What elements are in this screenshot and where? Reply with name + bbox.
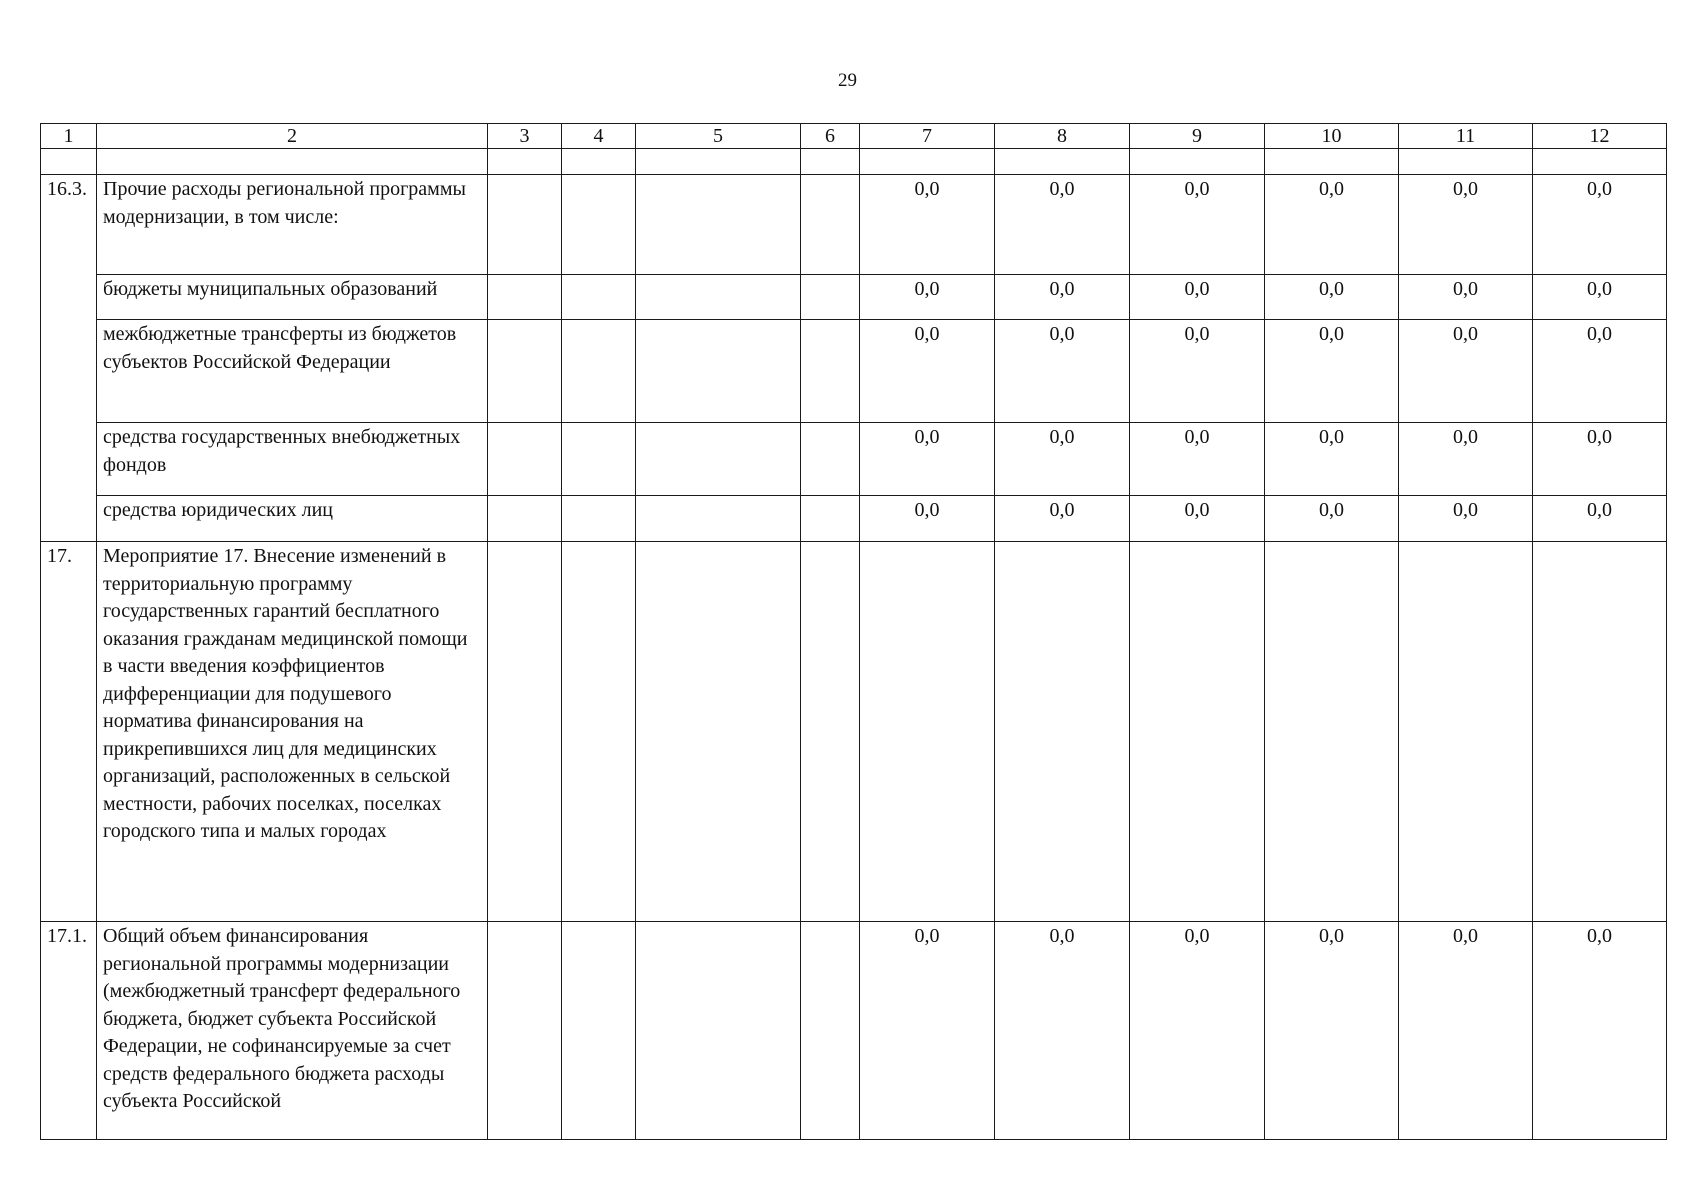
value-cell: 0,0 bbox=[860, 922, 995, 1140]
value-cell: 0,0 bbox=[995, 275, 1130, 320]
value-cell: 0,0 bbox=[995, 423, 1130, 496]
value-cell: 0,0 bbox=[860, 423, 995, 496]
col-header: 10 bbox=[1265, 124, 1399, 149]
col-header: 11 bbox=[1399, 124, 1533, 149]
table-row bbox=[41, 275, 1667, 320]
value-cell: 0,0 bbox=[1533, 320, 1667, 423]
value-cell bbox=[1533, 542, 1667, 922]
table-row bbox=[41, 320, 1667, 423]
page-number: 29 bbox=[838, 70, 857, 91]
col-header: 9 bbox=[1130, 124, 1265, 149]
row-description: бюджеты муниципальных образований bbox=[97, 275, 488, 320]
value-cell: 0,0 bbox=[995, 320, 1130, 423]
row-number: 16.3. bbox=[41, 175, 97, 542]
row-description: средства государственных внебюджетных фондов bbox=[97, 423, 488, 496]
value-cell: 0,0 bbox=[1399, 275, 1533, 320]
value-cell: 0,0 bbox=[995, 175, 1130, 275]
value-cell: 0,0 bbox=[1130, 175, 1265, 275]
col-header: 12 bbox=[1533, 124, 1667, 149]
table-row bbox=[41, 496, 1667, 542]
row-description: Общий объем финансирования региональной программы модернизации (межбюджетный трансферт федерального бюджета, бюджет субъекта Российской Федерации, не софинансируемые за счет средств федерального бюджета расходы субъекта Российской bbox=[97, 922, 488, 1140]
table-row bbox=[41, 922, 1667, 1140]
row-number: 17.1. bbox=[41, 922, 97, 1140]
value-cell: 0,0 bbox=[1399, 320, 1533, 423]
value-cell: 0,0 bbox=[1130, 275, 1265, 320]
col-header: 4 bbox=[562, 124, 636, 149]
value-cell: 0,0 bbox=[1130, 320, 1265, 423]
value-cell: 0,0 bbox=[1265, 423, 1399, 496]
col-header: 8 bbox=[995, 124, 1130, 149]
value-cell: 0,0 bbox=[860, 275, 995, 320]
table-row bbox=[41, 542, 1667, 922]
row-description: межбюджетные трансферты из бюджетов субъектов Российской Федерации bbox=[97, 320, 488, 423]
value-cell bbox=[995, 542, 1130, 922]
budget-table bbox=[40, 123, 1667, 1140]
value-cell bbox=[1265, 542, 1399, 922]
table-row bbox=[41, 423, 1667, 496]
value-cell: 0,0 bbox=[1399, 175, 1533, 275]
col-header: 3 bbox=[488, 124, 562, 149]
value-cell: 0,0 bbox=[1533, 423, 1667, 496]
value-cell bbox=[1399, 542, 1533, 922]
col-header: 6 bbox=[801, 124, 860, 149]
value-cell: 0,0 bbox=[1265, 175, 1399, 275]
value-cell: 0,0 bbox=[995, 496, 1130, 542]
value-cell: 0,0 bbox=[1130, 922, 1265, 1140]
value-cell: 0,0 bbox=[1130, 496, 1265, 542]
value-cell: 0,0 bbox=[1265, 320, 1399, 423]
value-cell: 0,0 bbox=[1265, 922, 1399, 1140]
value-cell: 0,0 bbox=[995, 922, 1130, 1140]
value-cell: 0,0 bbox=[1265, 275, 1399, 320]
value-cell: 0,0 bbox=[1533, 275, 1667, 320]
row-description: средства юридических лиц bbox=[97, 496, 488, 542]
row-description: Мероприятие 17. Внесение изменений в территориальную программу государственных гарантий бесплатного оказания гражданам медицинской помощи в части введения коэффициентов дифференциации для подушевого норматива финансирования на прикрепившихся лиц для медицинских организаций, расположенных в сельской местности, рабочих поселках, поселках городского типа и малых городах bbox=[97, 542, 488, 922]
col-header: 1 bbox=[41, 124, 97, 149]
value-cell: 0,0 bbox=[1399, 922, 1533, 1140]
value-cell: 0,0 bbox=[1265, 496, 1399, 542]
table-row bbox=[41, 175, 1667, 275]
header-row bbox=[41, 124, 1667, 149]
spacer-row bbox=[41, 149, 1667, 175]
value-cell bbox=[860, 542, 995, 922]
value-cell: 0,0 bbox=[860, 175, 995, 275]
value-cell: 0,0 bbox=[1533, 922, 1667, 1140]
col-header: 5 bbox=[636, 124, 801, 149]
row-number: 17. bbox=[41, 542, 97, 922]
row-description: Прочие расходы региональной программы модернизации, в том числе: bbox=[97, 175, 488, 275]
value-cell: 0,0 bbox=[860, 496, 995, 542]
value-cell: 0,0 bbox=[1533, 496, 1667, 542]
col-header: 2 bbox=[97, 124, 488, 149]
col-header: 7 bbox=[860, 124, 995, 149]
value-cell: 0,0 bbox=[1533, 175, 1667, 275]
value-cell: 0,0 bbox=[1399, 423, 1533, 496]
value-cell: 0,0 bbox=[1399, 496, 1533, 542]
value-cell: 0,0 bbox=[860, 320, 995, 423]
value-cell bbox=[1130, 542, 1265, 922]
value-cell: 0,0 bbox=[1130, 423, 1265, 496]
